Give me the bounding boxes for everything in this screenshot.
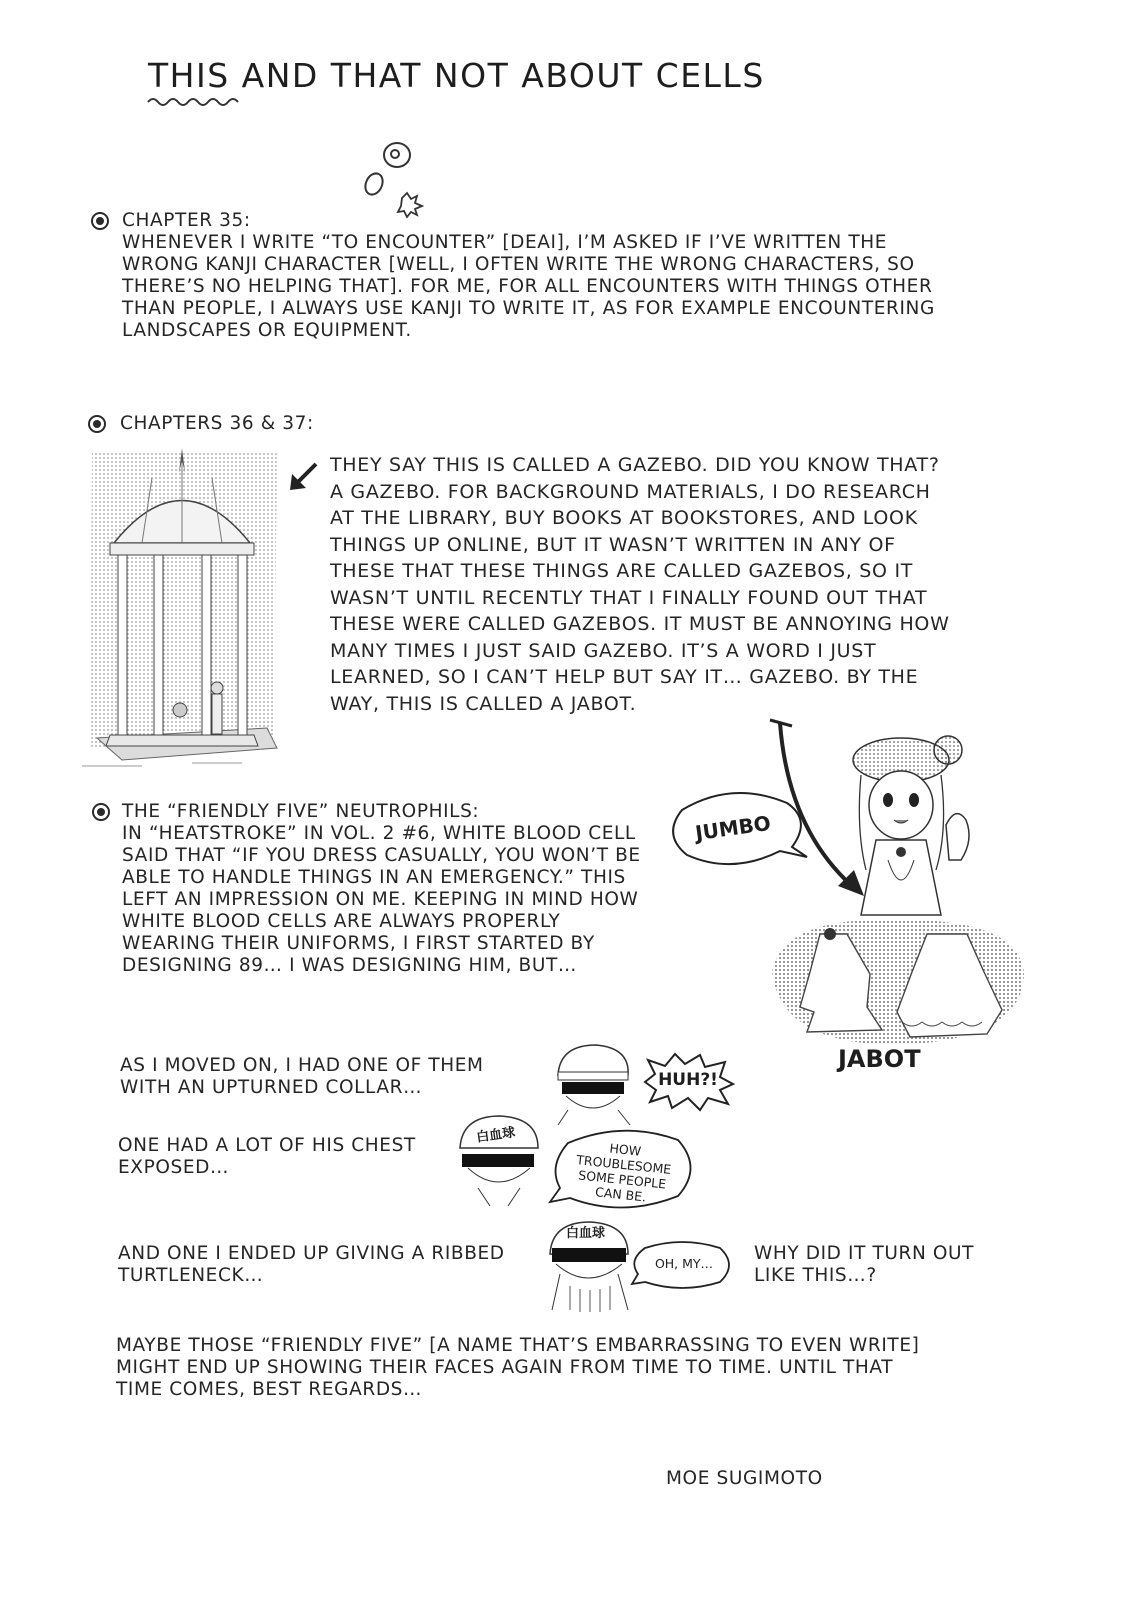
jumbo-bubble-text: JUMBO — [693, 810, 773, 846]
cap-kanji-text: 白血球 — [566, 1226, 606, 1241]
note-turtleneck: AND ONE I ENDED UP GIVING A RIBBED TURTLENECK… — [118, 1243, 505, 1286]
ch36-body: THEY SAY THIS IS CALLED A GAZEBO. DID YOU KNOW THAT? A GAZEBO. FOR BACKGROUND MATERIALS, I DO RESEARCH AT THE LIBRARY, BUY BOOKS AT BOOKSTORES, AND LOOK THINGS UP ONLINE, BUT IT WASN’T WRITTEN IN ANY OF THESE THAT THESE THINGS ARE CALLED GAZEBOS, SO IT WASN’T UNTIL RECENTLY THAT I FINALLY FOUND OUT THAT THESE WERE CALLED GAZEBOS. IT MUST BE ANNOYING HOW MANY TIMES I JUST SAID GAZEBO. IT’S A WORD I JUST LEARNED, SO I CAN’T HELP BUT SAY IT… GAZEBO. BY THE WAY, THIS IS CALLED A JABOT. — [330, 454, 950, 715]
ch36-heading: CHAPTERS 36 & 37: — [120, 413, 314, 434]
bullet-icon — [88, 415, 106, 433]
closing-paragraph: MAYBE THOSE “FRIENDLY FIVE” [A NAME THAT’S EMBARRASSING TO EVEN WRITE] MIGHT END UP SHOWING THEIR FACES AGAIN FROM TIME TO TIME. UNTIL THAT TIME COMES, BEST REGARDS… — [116, 1335, 920, 1400]
bullet-icon — [91, 212, 109, 230]
note-collar: AS I MOVED ON, I HAD ONE OF THEM WITH AN UPTURNED COLLAR… — [120, 1055, 484, 1098]
bullet-icon — [92, 803, 110, 821]
gazebo-illustration — [82, 448, 282, 778]
note-chest: ONE HAD A LOT OF HIS CHEST EXPOSED… — [118, 1135, 416, 1178]
huh-bubble-text: HUH?! — [658, 1070, 718, 1090]
five-body: IN “HEATSTROKE” IN VOL. 2 #6, WHITE BLOOD CELL SAID THAT “IF YOU DRESS CASUALLY, YOU WON’T BE ABLE TO HANDLE THINGS IN AN EMERGENCY.” THIS LEFT AN IMPRESSION ON ME. KEEPING IN MIND HOW WHITE BLOOD CELLS ARE ALWAYS PROPERLY WEARING THEIR UNIFORMS, I FIRST STARTED BY DESIGNING 89… I WAS DESIGNING HIM, BUT… — [122, 823, 641, 976]
page-title: THIS AND THAT NOT ABOUT CELLS — [148, 56, 765, 95]
girl-with-jabot-illustration — [836, 720, 986, 920]
cap-kanji-text: 白血球 — [475, 1125, 517, 1146]
troublesome-bubble-text: HOW TROUBLESOME SOME PEOPLE CAN BE. — [575, 1140, 672, 1205]
jabot-label: JABOT — [838, 1045, 921, 1073]
oh-my-bubble-text: OH, MY… — [654, 1256, 714, 1271]
jabot-illustration — [762, 912, 1032, 1062]
chibi-neutrophil-collar — [548, 1040, 638, 1130]
ch35-heading: CHAPTER 35: — [122, 210, 251, 231]
pointer-arrow-icon — [288, 462, 318, 492]
author-signature: MOE SUGIMOTO — [666, 1468, 823, 1489]
ch35-body: WHENEVER I WRITE “TO ENCOUNTER” [DEAI], I’M ASKED IF I’VE WRITTEN THE WRONG KANJI CHARACTER [WELL, I OFTEN WRITE THE WRONG CHARACTERS, SO THERE’S NO HELPING THAT]. FOR ME, FOR ALL ENCOUNTERS WITH THINGS OTHER THAN PEOPLE, I ALWAYS USE KANJI TO WRITE IT, AS FOR EXAMPLE ENCOUNTERING LANDSCAPES OR EQUIPMENT. — [122, 232, 935, 341]
five-heading: THE “FRIENDLY FIVE” NEUTROPHILS: — [122, 801, 480, 822]
cell-doodle-icon — [362, 140, 432, 220]
note-why: WHY DID IT TURN OUT LIKE THIS…? — [754, 1243, 975, 1286]
title-underline-squiggle — [146, 96, 246, 108]
